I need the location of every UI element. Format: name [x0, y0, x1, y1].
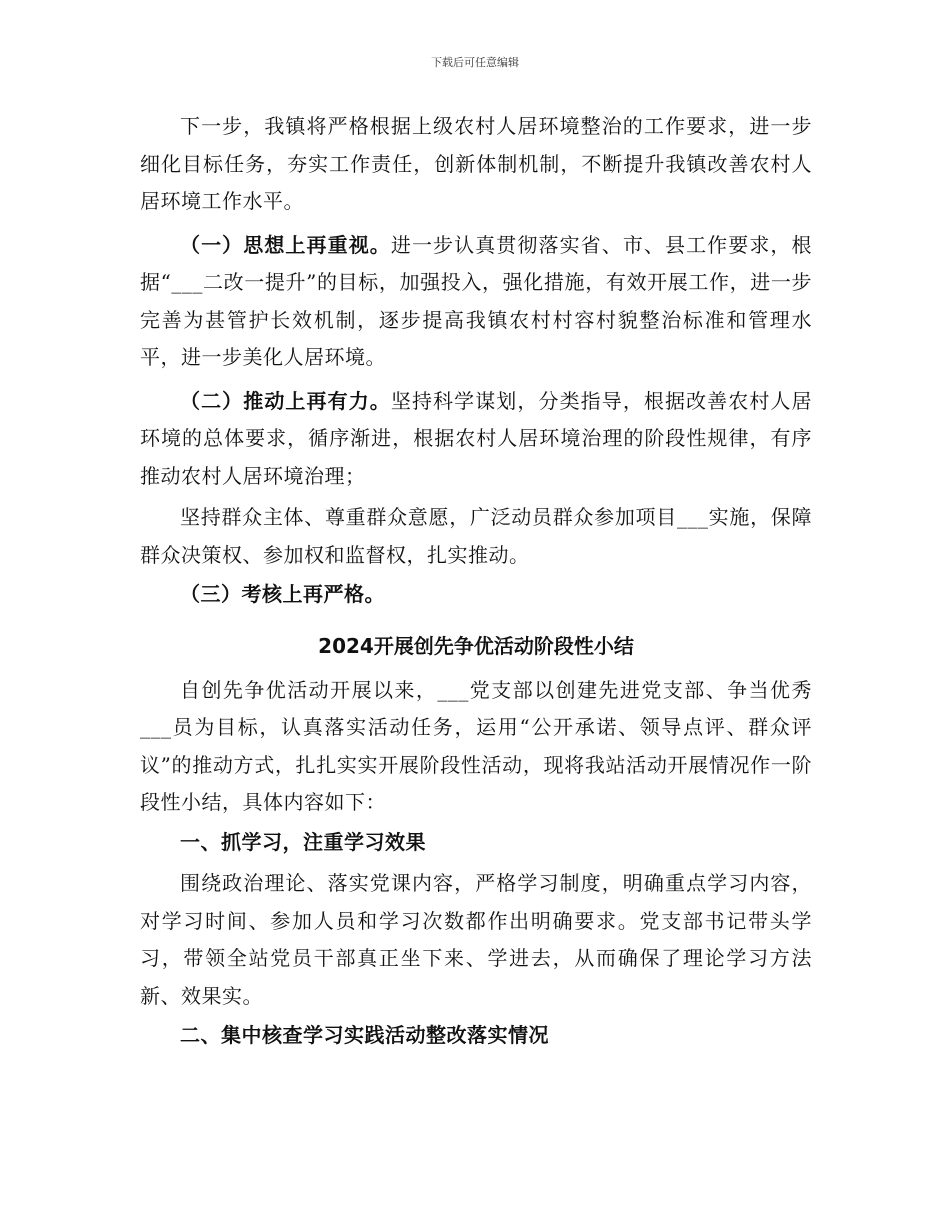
- item1-body: 进一步认真贯彻落实省、市、县工作要求，根据“___二改一提升”的目标，加强投入，强化措施，有效开展工作，进一步完善为甚管护长效机制，逐步提高我镇农村村容村貌整治标准和管理水平，进一步美化人居环境。: [140, 232, 813, 369]
- document-body: [140, 108, 812, 1055]
- item2-heading: （二）推动上再有力。: [180, 388, 391, 413]
- item2-body: 坚持科学谋划，分类指导，根据改善农村人居环境的总体要求，循序渐进，根据农村人居环境治理的阶段性规律，有序推动农村人居环境治理；: [140, 388, 813, 488]
- section2-intro: 自创先争优活动开展以来，___党支部以创建先进党支部、争当优秀___员为目标，认真落实活动任务，运用“公开承诺、领导点评、群众评议”的推动方式，扎扎实实开展阶段性活动，现将我站活动开展情况作一阶段性小结，具体内容如下：: [140, 677, 812, 814]
- item2-paragraph: [140, 383, 812, 496]
- item3-heading: （三）考核上再严格。: [180, 582, 385, 606]
- item1-paragraph: [140, 227, 812, 377]
- document-title: 2024开展创先争优活动阶段性小结: [318, 633, 634, 658]
- section1-intro: 下一步，我镇将严格根据上级农村人居环境整治的工作要求，进一步细化目标任务，夯实工作责任，创新体制机制，不断提升我镇改善农村人居环境工作水平。: [140, 114, 812, 213]
- section2-heading-2: 二、集中核查学习实践活动整改落实情况: [180, 1023, 549, 1047]
- section2-body-1: 围绕政治理论、落实党课内容，严格学习制度，明确重点学习内容，对学习时间、参加人员和学习次数都作出明确要求。党支部书记带头学习，带领全站党员干部真正坐下来、学进去，从而确保了理论学习方法新、效果实。: [140, 871, 812, 1008]
- item2-extra: 坚持群众主体、尊重群众意愿，广泛动员群众参加项目___实施，保障群众决策权、参加权和监督权，扎实推动。: [140, 505, 812, 567]
- item1-heading: （一）思想上再重视。: [180, 232, 391, 257]
- section2-heading-1: 一、抓学习，注重学习效果: [180, 829, 426, 854]
- header-note: 下载后可任意编辑: [431, 56, 519, 69]
